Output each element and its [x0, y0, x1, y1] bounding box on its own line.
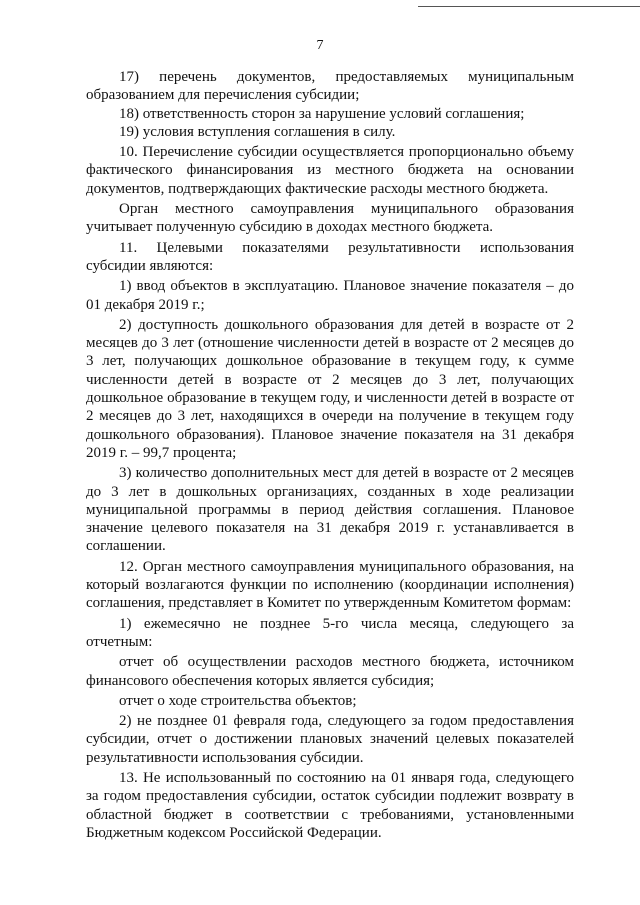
page-number: 7 — [316, 38, 324, 53]
document-body — [86, 68, 574, 842]
paragraph-report-expenses: отчет об осуществлении расходов местного бюджета, источником финансового обеспечения которых является субсидия; — [86, 654, 574, 689]
top-rule — [418, 6, 640, 7]
paragraph-indicator-2: 2) доступность дошкольного образования для детей в возрасте от 2 месяцев до 3 лет (отношение численности детей в возрасте от 2 месяцев до 3 лет, получающих дошкольное образование в текущем году, к сумме численности детей в возрасте от 2 месяцев до 3 лет, получающих дошкольное образование в текущем году, и численности детей в возрасте от 2 месяцев до 3 лет, находящихся в очереди на получение в текущем году дошкольного образования). Плановое значение показателя на 31 декабря 2019 г. – 99,7 процента; — [86, 316, 574, 461]
paragraph-clause-10-income: Орган местного самоуправления муниципального образования учитывает полученную субсидию в доходах местного бюджета. — [86, 201, 574, 236]
paragraph-report-construction: отчет о ходе строительства объектов; — [119, 692, 357, 709]
paragraph-clause-12: 12. Орган местного самоуправления муниципального образования, на который возлагаются функции по исполнению (координации исполнения) соглашения, представляет в Комитет по утвержденным Комитетом формам: — [86, 558, 574, 612]
paragraph-indicator-3: 3) количество дополнительных мест для детей в возрасте от 2 месяцев до 3 лет в дошкольных организациях, созданных в ходе реализации муниципальной программы в период действия соглашения. Плановое значение целевого показателя на 31 декабря 2019 г. устанавливается в соглашении. — [86, 465, 574, 555]
paragraph-report-monthly: 1) ежемесячно не позднее 5-го числа месяца, следующего за отчетным: — [86, 615, 574, 650]
paragraph-clause-11: 11. Целевыми показателями результативности использования субсидии являются: — [86, 239, 574, 274]
paragraph-report-annual: 2) не позднее 01 февраля года, следующего за годом предоставления субсидии, отчет о достижении плановых значений целевых показателей результативности использования субсидии. — [86, 713, 574, 766]
paragraph-18: 18) ответственность сторон за нарушение условий соглашения; — [119, 105, 525, 122]
paragraph-17: 17) перечень документов, предоставляемых муниципальным образованием для перечисления субсидии; — [86, 69, 574, 104]
paragraph-19: 19) условия вступления соглашения в силу. — [119, 123, 396, 140]
paragraph-clause-13: 13. Не использованный по состоянию на 01 января года, следующего за годом предоставления субсидии, остаток субсидии подлежит возврату в областной бюджет в соответствии с требованиями, установленными Бюджетным кодексом Российской Федерации. — [86, 769, 574, 841]
paragraph-indicator-1: 1) ввод объектов в эксплуатацию. Плановое значение показателя – до 01 декабря 2019 г.; — [86, 278, 574, 313]
paragraph-clause-10: 10. Перечисление субсидии осуществляется пропорционально объему фактического финансирования из местного бюджета на основании документов, подтверждающих фактические расходы местного бюджета. — [86, 144, 574, 197]
